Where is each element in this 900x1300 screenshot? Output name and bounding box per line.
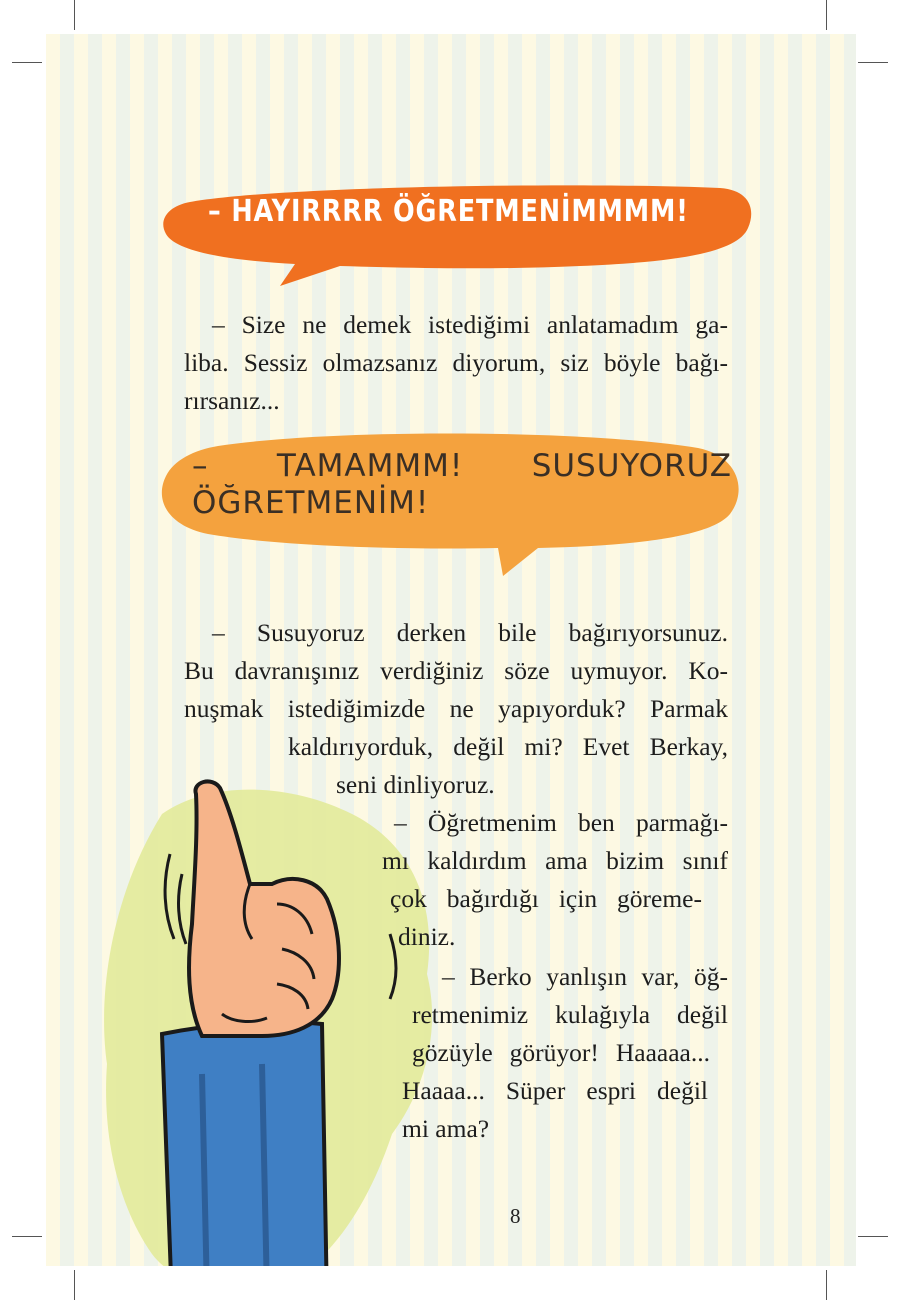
text-line: – Öğretmenim ben parmağı- <box>394 808 728 837</box>
text-line: rırsanız... <box>184 386 280 415</box>
crop-mark <box>12 1236 42 1237</box>
text-line: – Susuyoruz derken bile bağırıyorsunuz. <box>212 618 728 647</box>
text-line: Bu davranışınız verdiğiniz söze uymuyor. Ko- <box>184 656 728 685</box>
text-line: çok bağırdığı için göreme- <box>390 884 702 913</box>
bubble-2-line: ÖĞRETMENİM! <box>192 485 430 522</box>
paragraph-4 <box>402 958 728 1186</box>
book-page <box>46 34 856 1266</box>
crop-mark <box>826 0 827 30</box>
text-line: mi ama? <box>402 1114 490 1143</box>
text-line: nuşmak istediğimizde ne yapıyorduk? Parmak <box>184 694 728 723</box>
speech-bubble-2 <box>158 430 742 580</box>
crop-mark <box>858 62 888 63</box>
text-line: gözüyle görüyor! Haaaaa... <box>412 1038 710 1067</box>
text-line: retmenimiz kulağıyla değil <box>412 1000 728 1029</box>
text-line: – Size ne demek istediğimi anlatamadım ga- <box>212 310 728 339</box>
text-line: seni dinliyoruz. <box>336 770 495 799</box>
text-line: – Berko yanlışın var, öğ- <box>442 962 728 991</box>
text-line: mı kaldırdım ama bizim sınıf <box>382 846 728 875</box>
bubble-2-text <box>192 448 732 522</box>
speech-bubble-1 <box>160 180 756 290</box>
text-line: liba. Sessiz olmazsanız diyorum, siz böyle bağı- <box>184 348 728 377</box>
crop-mark <box>74 0 75 30</box>
crop-mark <box>74 1270 75 1300</box>
page-number: 8 <box>510 1204 521 1228</box>
crop-mark <box>858 1236 888 1237</box>
text-line: Haaaa... Süper espri değil <box>402 1076 708 1105</box>
crop-mark <box>12 62 42 63</box>
bubble-1-text: – HAYIRRRR ÖĞRETMENİMMMM! <box>208 194 689 229</box>
bubble-2-line: – TAMAMMM! SUSUYORUZ <box>192 448 732 484</box>
crop-mark <box>826 1270 827 1300</box>
text-line: kaldırıyorduk, değil mi? Evet Berkay, <box>288 732 728 761</box>
text-line: diniz. <box>398 922 456 951</box>
